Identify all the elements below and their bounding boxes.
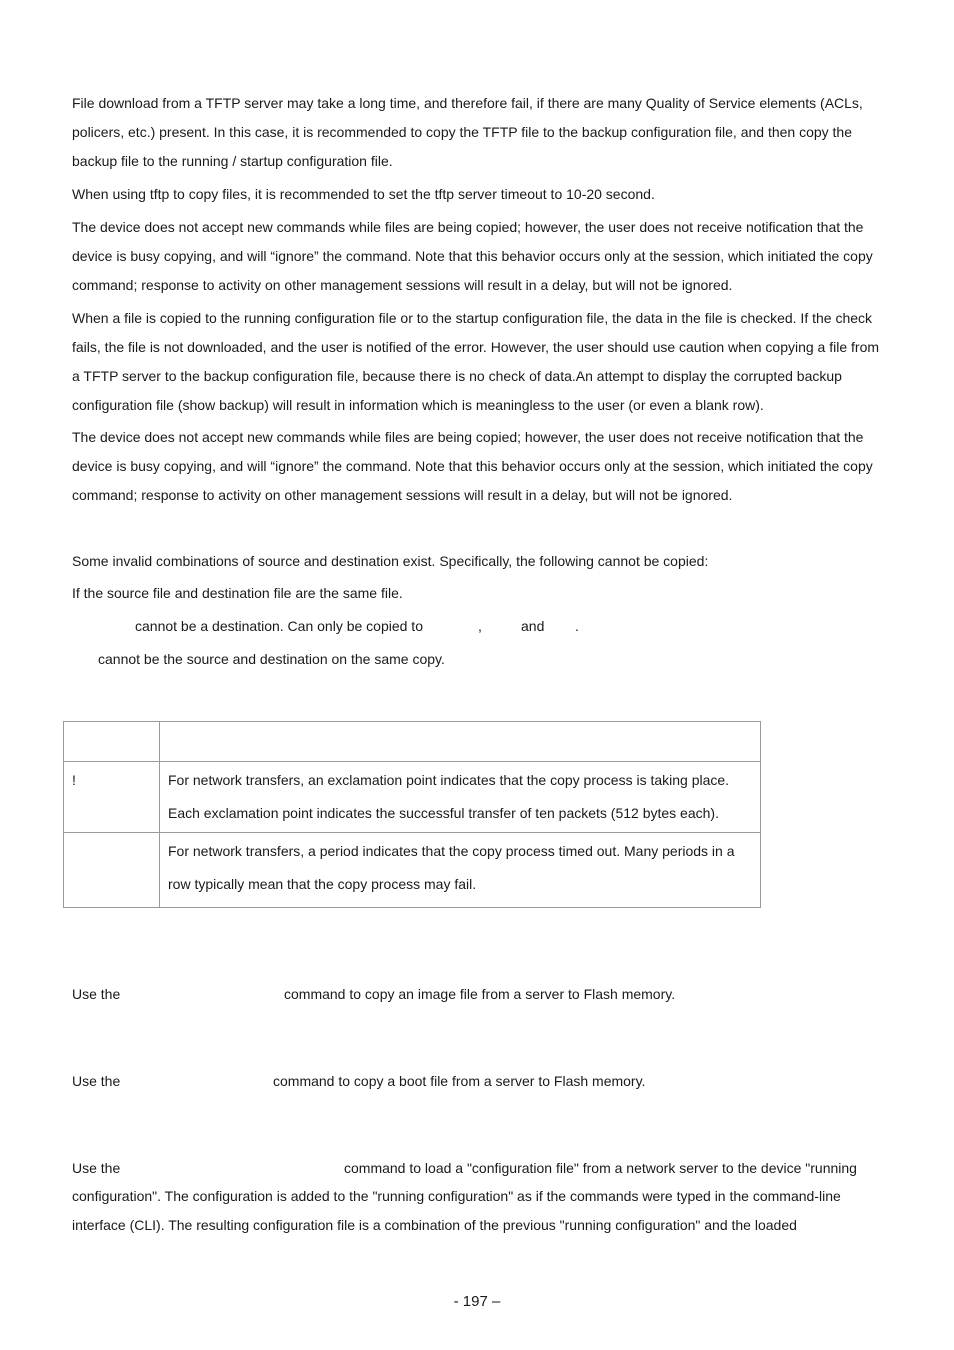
invalid-item-destination: cannot be a destination. Can only be copied to [135,618,423,634]
use-the-label-config: Use the [72,1160,121,1176]
paragraph-data-check: When a file is copied to the running configuration file or to the startup configuration file, the data in the file is checked. If the check fails, the file is not downloaded, and the user is notified of the error. However, the user should use caution when copying a file from a TFTP server to the backup configuration file, because there is no check of data.An attempt to display the corrupted backup configuration file (show backup) will result in information which is meaningless to the user (or even a blank row). [72,310,880,413]
invalid-item-comma: , [478,618,482,634]
copy-symbols-table [63,721,761,908]
paragraph-copy-busy-2: The device does not accept new commands while files are being copied; however, the user does not receive notification that the device is busy copying, and will “ignore” the command. Note that this behavior occurs only at the session, which initiated the copy command; response to activity on other management sessions will result in a delay, but will not be ignored. [72,429,873,503]
copy-image-description: command to copy an image file from a server to Flash memory. [284,986,676,1002]
invalid-item-same-file: If the source file and destination file are the same file. [72,585,403,601]
copy-config-description-line3: interface (CLI). The resulting configuration file is a combination of the previous "running configuration" and the loaded [72,1217,797,1233]
copy-boot-description: command to copy a boot file from a server to Flash memory. [273,1073,646,1089]
table-cell-symbol: ! [64,762,160,833]
invalid-combinations-intro: Some invalid combinations of source and destination exist. Specifically, the following cannot be copied: [72,553,709,569]
page-number: - 197 – [453,1293,501,1310]
table-row [64,833,761,908]
copy-config-description: command to load a "configuration file" from a network server to the device "running [344,1160,857,1176]
paragraph-copy-busy-1: The device does not accept new commands while files are being copied; however, the user does not receive notification that the device is busy copying, and will “ignore” the command. Note that this behavior occurs only at the session, which initiated the copy command; response to activity on other management sessions will result in a delay, but will not be ignored. [72,219,873,293]
invalid-item-and: and [521,618,545,634]
table-cell-description: For network transfers, an exclamation point indicates that the copy process is taking place. Each exclamation point indicates the successful transfer of ten packets (512 bytes each). [160,762,761,833]
table-cell-symbol [64,833,160,908]
invalid-item-period: . [575,618,579,634]
table-row [64,762,761,833]
invalid-item-source-destination: cannot be the source and destination on the same copy. [98,651,445,667]
use-the-label-image: Use the [72,986,121,1002]
paragraph-tftp-download: File download from a TFTP server may take a long time, and therefore fail, if there are many Quality of Service elements (ACLs, policers, etc.) present. In this case, it is recommended to copy the TFTP file to the backup configuration file, and then copy the backup file to the running / startup configuration file. [72,95,863,169]
copy-config-description-line2: configuration". The configuration is added to the "running configuration" as if the commands were typed in the command-line [72,1188,841,1204]
table-header-row [64,722,761,762]
paragraph-tftp-timeout: When using tftp to copy files, it is recommended to set the tftp server timeout to 10-20 second. [72,186,655,202]
use-the-label-boot: Use the [72,1073,121,1089]
table-cell-description: For network transfers, a period indicates that the copy process timed out. Many periods in a row typically mean that the copy process may fail. [160,833,761,908]
